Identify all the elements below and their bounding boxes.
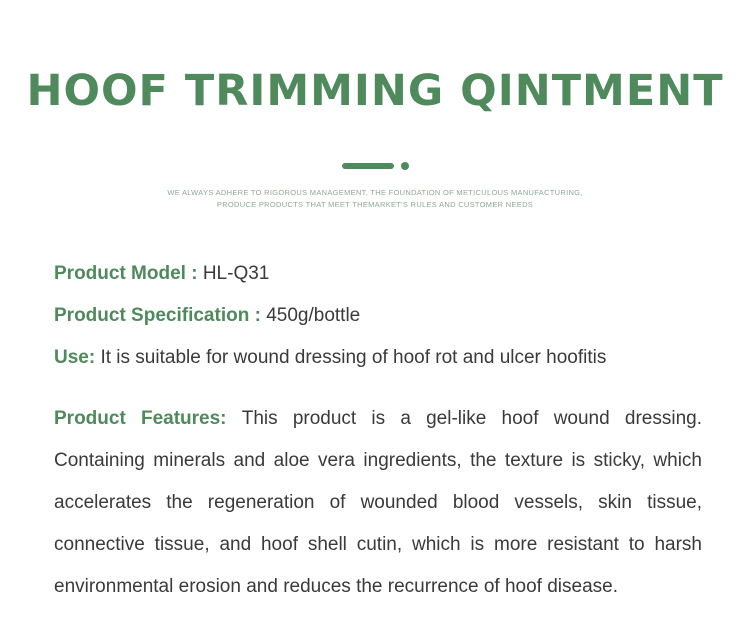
page-title: HOOF TRIMMING QINTMENT — [26, 66, 724, 116]
product-model-value: HL-Q31 — [202, 263, 270, 284]
tagline-line-2: PRODUCE PRODUCTS THAT MEET THEMARKET'S RULES AND CUSTOMER NEEDS — [216, 200, 534, 209]
product-model-row — [54, 253, 702, 295]
use-row — [54, 337, 702, 379]
features-label: Product Features: — [54, 408, 242, 429]
product-model-label: Product Model : — [54, 263, 203, 284]
product-spec-row — [54, 295, 702, 337]
tagline — [0, 187, 750, 211]
use-value: It is suitable for wound dressing of hoof rot and ulcer hoofitis — [100, 347, 607, 368]
product-spec-value: 450g/bottle — [266, 305, 361, 326]
product-specs — [54, 253, 702, 627]
tagline-line-1: WE ALWAYS ADHERE TO RIGOROUS MANAGEMENT, THE FOUNDATION OF METICULOUS MANUFACTURING, — [167, 188, 583, 197]
divider-bar — [342, 163, 394, 169]
features-value: This product is a gel-like hoof wound dressing. Containing minerals and aloe vera ingredients, the texture is sticky, which accelerates the regeneration of wounded blood vessels, skin tissue, connective tissue, and hoof shell cutin, which is more resistant to harsh environmental erosion and reduces the recurrence of hoof disease. — [54, 408, 702, 597]
features-row — [54, 398, 702, 608]
use-label: Use: — [54, 347, 101, 368]
title-divider — [342, 162, 412, 171]
divider-dot — [401, 162, 409, 170]
product-spec-label: Product Specification : — [54, 305, 267, 326]
